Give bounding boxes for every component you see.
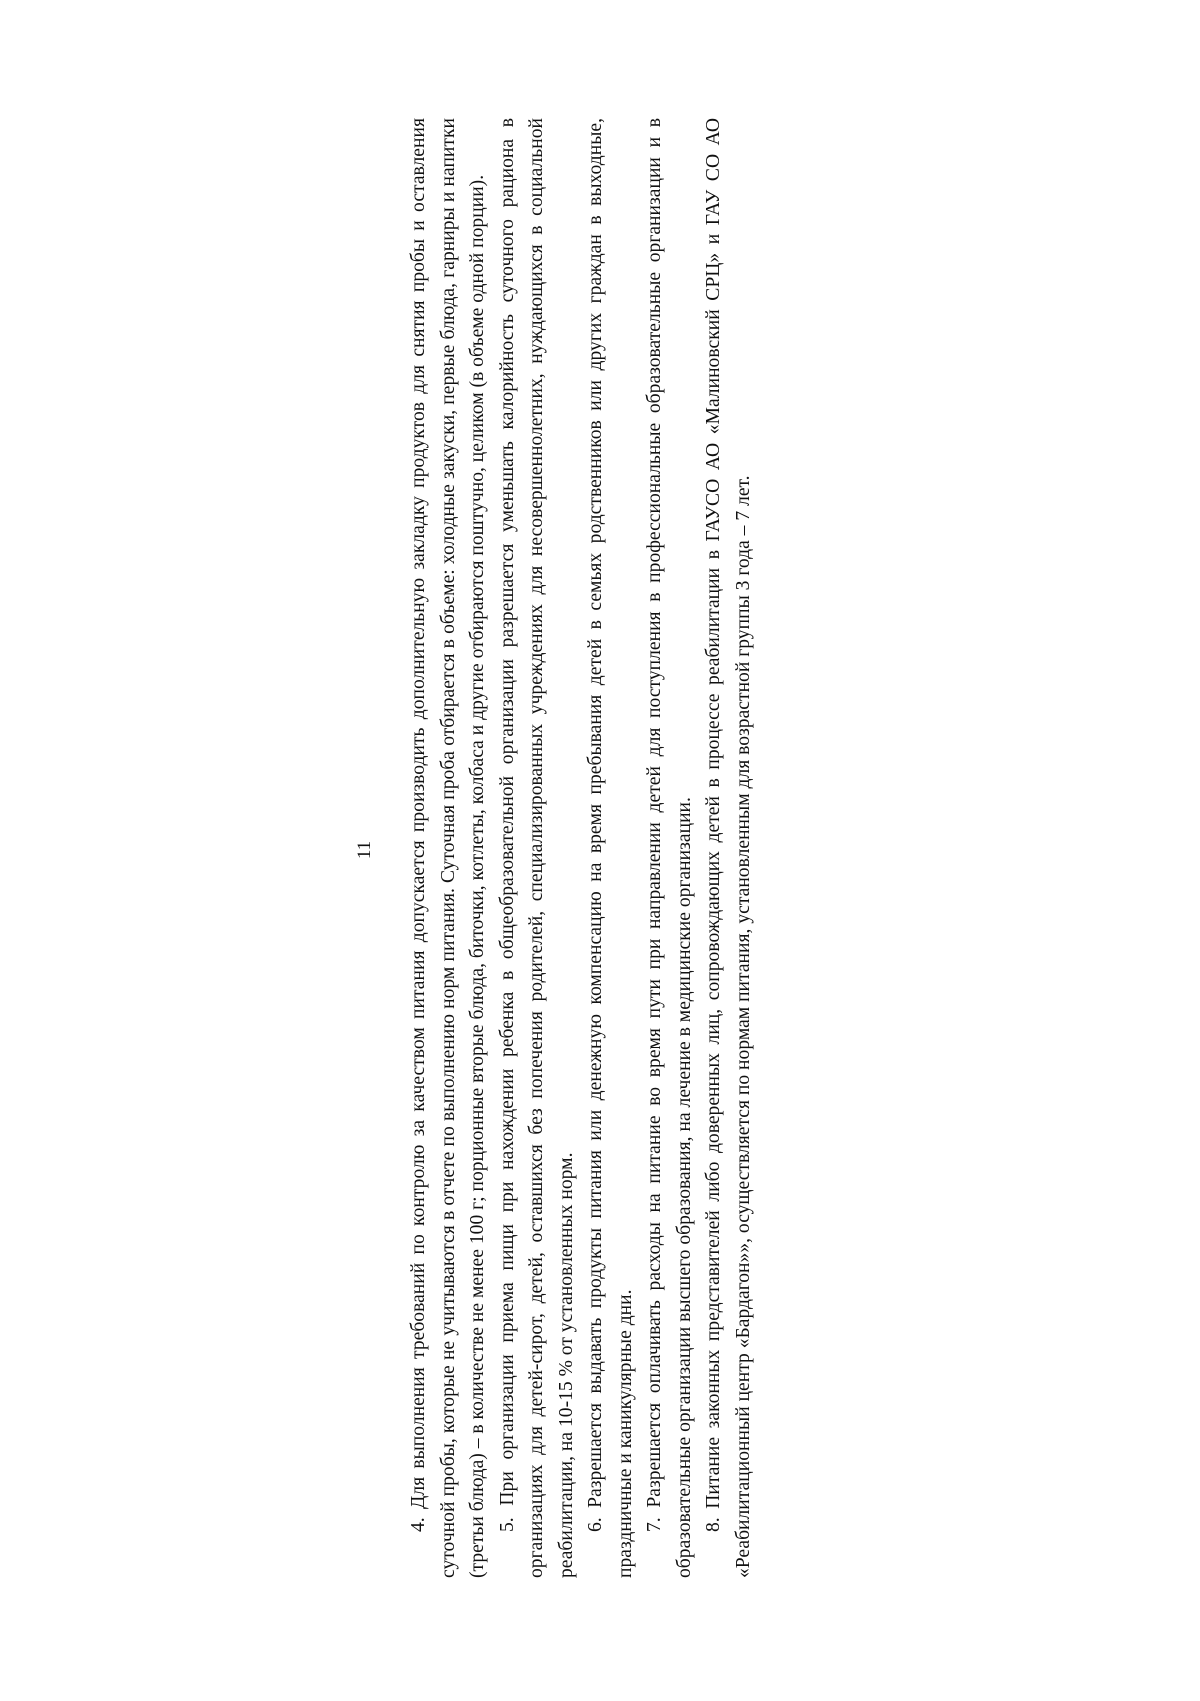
page-number: 11 [354, 840, 375, 860]
rotated-page-content [300, 100, 900, 1600]
paragraph-6: 6. Разрешается выдавать продукты питания или денежную компенсацию на время пребывания детей в семьях родственников или других граждан в выходные, праздничные и каникулярные дни. [585, 118, 636, 1578]
document-body [404, 118, 758, 1578]
paragraph-7: 7. Разрешается оплачивать расходы на питание во время пути при направлении детей для поступления в профессиональные образовательные организации и в образовательные организации высшего образования, на лечение в медицинские организации. [644, 118, 695, 1578]
paragraph-5: 5. При организации приема пищи при нахождении ребенка в общеобразовательной организации разрешается уменьшать калорийность суточного рациона в организациях для детей-сирот, детей, оставшихся без попечения родителей, специализированных учреждениях для несовершеннолетних, нуждающихся в социальной реабилитации, на 10-15 % от установленных норм. [496, 118, 577, 1578]
paragraph-8: 8. Питание законных представителей либо доверенных лиц, сопровождающих детей в процессе реабилитации в ГАУСО АО «Малиновский СРЦ» и ГАУ СО АО «Реабилитационный центр «Бардагон»», осуществляется по нормам питания, установленным для возрастной группы 3 года – 7 лет. [703, 118, 754, 1578]
paragraph-4: 4. Для выполнения требований по контролю за качеством питания допускается производить дополнительную закладку продуктов для снятия пробы и оставления суточной пробы, которые не учитываются в отчете по выполнению норм питания. Суточная проба отбирается в объеме: холодные закуски, первые блюда, гарниры и напитки (третьи блюда) – в количестве не менее 100 г; порционные вторые блюда, биточки, котлеты, колбаса и другие отбираются поштучно, целиком (в объеме одной порции). [408, 118, 488, 1578]
